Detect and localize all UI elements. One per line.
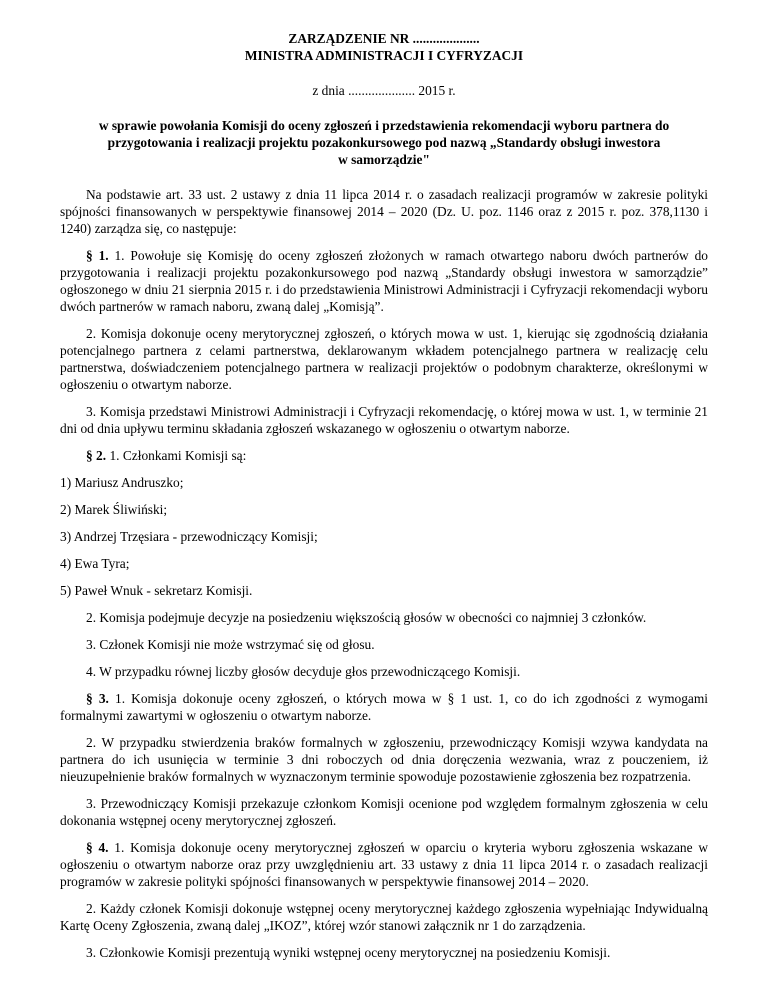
member-list-item: 5) Paweł Wnuk - sekretarz Komisji.	[60, 583, 253, 598]
section-1-paragraph-2: 2. Komisja dokonuje oceny merytorycznej zgłoszeń, o których mowa w ust. 1, kierując się zgodnością działania potencjalnego partnera z celami partnerstwa, deklarowanym wkładem potencjalnego partnera w realizację celu partnerstwa, doświadczeniem potencjalnego partnera w realizacji projektów o podobnym charakterze, określonymi w ogłoszeniu o otwartym naborze.	[60, 326, 708, 392]
member-list-item: 3) Andrzej Trzęsiara - przewodniczący Komisji;	[60, 529, 318, 544]
section-2-paragraph-2: 2. Komisja podejmuje decyzje na posiedzeniu większością głosów w obecności co najmniej 3 członków.	[86, 610, 647, 625]
subject-line-2: przygotowania i realizacji projektu pozakonkursowego pod nazwą „Standardy obsługi inwestora	[107, 135, 661, 150]
section-1-text-1: 1. Powołuje się Komisję do oceny zgłoszeń złożonych w ramach otwartego naboru dwóch partnerów do przygotowania i realizacji projektu pozakonkursowego pod nazwą „Standardy obsługi inwestora w samorządzie” ogłoszonego w dniu 21 sierpnia 2015 r. i do przedstawienia Ministrowi Administracji i Cyfryzacji rekomendacji wyboru dwóch partnerów w ramach naboru, zwaną dalej „Komisją”.	[60, 248, 708, 314]
section-2-paragraph-1	[60, 447, 708, 464]
section-3-text-1: 1. Komisja dokonuje oceny zgłoszeń, o których mowa w § 1 ust. 1, co do ich zgodności z wymogami formalnymi zawartymi w ogłoszeniu o otwartym naborze.	[60, 691, 708, 723]
section-3-paragraph-2: 2. W przypadku stwierdzenia braków formalnych w zgłoszeniu, przewodniczący Komisji wzywa kandydata na partnera do ich usunięcia w terminie 3 dni roboczych od dnia doręczenia wezwania, wraz z pouczeniem, iż nieuzupełnienie braków formalnych w wyznaczonym terminie spowoduje pozostawienie zgłoszenia bez rozpatrzenia.	[60, 735, 708, 784]
section-3-paragraph-1	[60, 690, 708, 724]
title-line-2: MINISTRA ADMINISTRACJI I CYFRYZACJI	[244, 48, 524, 63]
section-2-paragraph-3: 3. Członek Komisji nie może wstrzymać się od głosu.	[86, 637, 375, 652]
document-subject	[60, 117, 708, 168]
section-4-paragraph-2: 2. Każdy członek Komisji dokonuje wstępnej oceny merytorycznej każdego zgłoszenia wypełniając Indywidualną Kartę Oceny Zgłoszenia, zwaną dalej „IKOZ”, której wzór stanowi załącznik nr 1 do zarządzenia.	[60, 901, 708, 933]
document-date: z dnia .................... 2015 r.	[312, 83, 456, 98]
document-title	[60, 30, 708, 64]
section-3-paragraph-3: 3. Przewodniczący Komisji przekazuje członkom Komisji ocenione pod względem formalnym zgłoszenia w celu dokonania wstępnej oceny merytorycznej zgłoszeń.	[60, 796, 708, 828]
section-4-paragraph-1	[60, 839, 708, 890]
subject-line-1: w sprawie powołania Komisji do oceny zgłoszeń i przedstawienia rekomendacji wyboru partnera do	[98, 118, 670, 133]
member-list-item: 2) Marek Śliwiński;	[60, 502, 168, 517]
section-2-paragraph-4: 4. W przypadku równej liczby głosów decyduje głos przewodniczącego Komisji.	[86, 664, 521, 679]
subject-line-3: w samorządzie"	[338, 152, 430, 167]
member-list-item: 4) Ewa Tyra;	[60, 556, 130, 571]
section-3-marker: § 3.	[86, 691, 109, 706]
title-line-1: ZARZĄDZENIE NR ....................	[288, 31, 480, 46]
section-1-marker: § 1.	[86, 248, 109, 263]
section-2-text-1: 1. Członkami Komisji są:	[109, 448, 247, 463]
section-2-marker: § 2.	[86, 448, 107, 463]
section-4-text-1: 1. Komisja dokonuje oceny merytorycznej zgłoszeń w oparciu o kryteria wyboru zgłoszenia wskazane w ogłoszeniu o otwartym naborze oraz przy uwzględnieniu art. 33 ustawy z dnia 11 lipca 2014 r. o zasadach realizacji programów w zakresie polityki spójności finansowanych w perspektywie finansowej 2014 – 2020.	[60, 840, 708, 889]
section-4-marker: § 4.	[86, 840, 109, 855]
section-1-paragraph-3: 3. Komisja przedstawi Ministrowi Administracji i Cyfryzacji rekomendację, o której mowa w ust. 1, w terminie 21 dni od dnia upływu terminu składania zgłoszeń wskazanego w ogłoszeniu o otwartym naborze.	[60, 404, 708, 436]
member-list-item: 1) Mariusz Andruszko;	[60, 475, 184, 490]
section-1-paragraph-1	[60, 247, 708, 315]
section-4-paragraph-3: 3. Członkowie Komisji prezentują wyniki wstępnej oceny merytorycznej na posiedzeniu Komisji.	[86, 945, 611, 960]
legal-basis-paragraph: Na podstawie art. 33 ust. 2 ustawy z dnia 11 lipca 2014 r. o zasadach realizacji programów w zakresie polityki spójności finansowanych w perspektywie finansowej 2014 – 2020 (Dz. U. poz. 1146 oraz z 2015 r. poz. 378,1130 i 1240) zarządza się, co następuje:	[60, 187, 708, 236]
